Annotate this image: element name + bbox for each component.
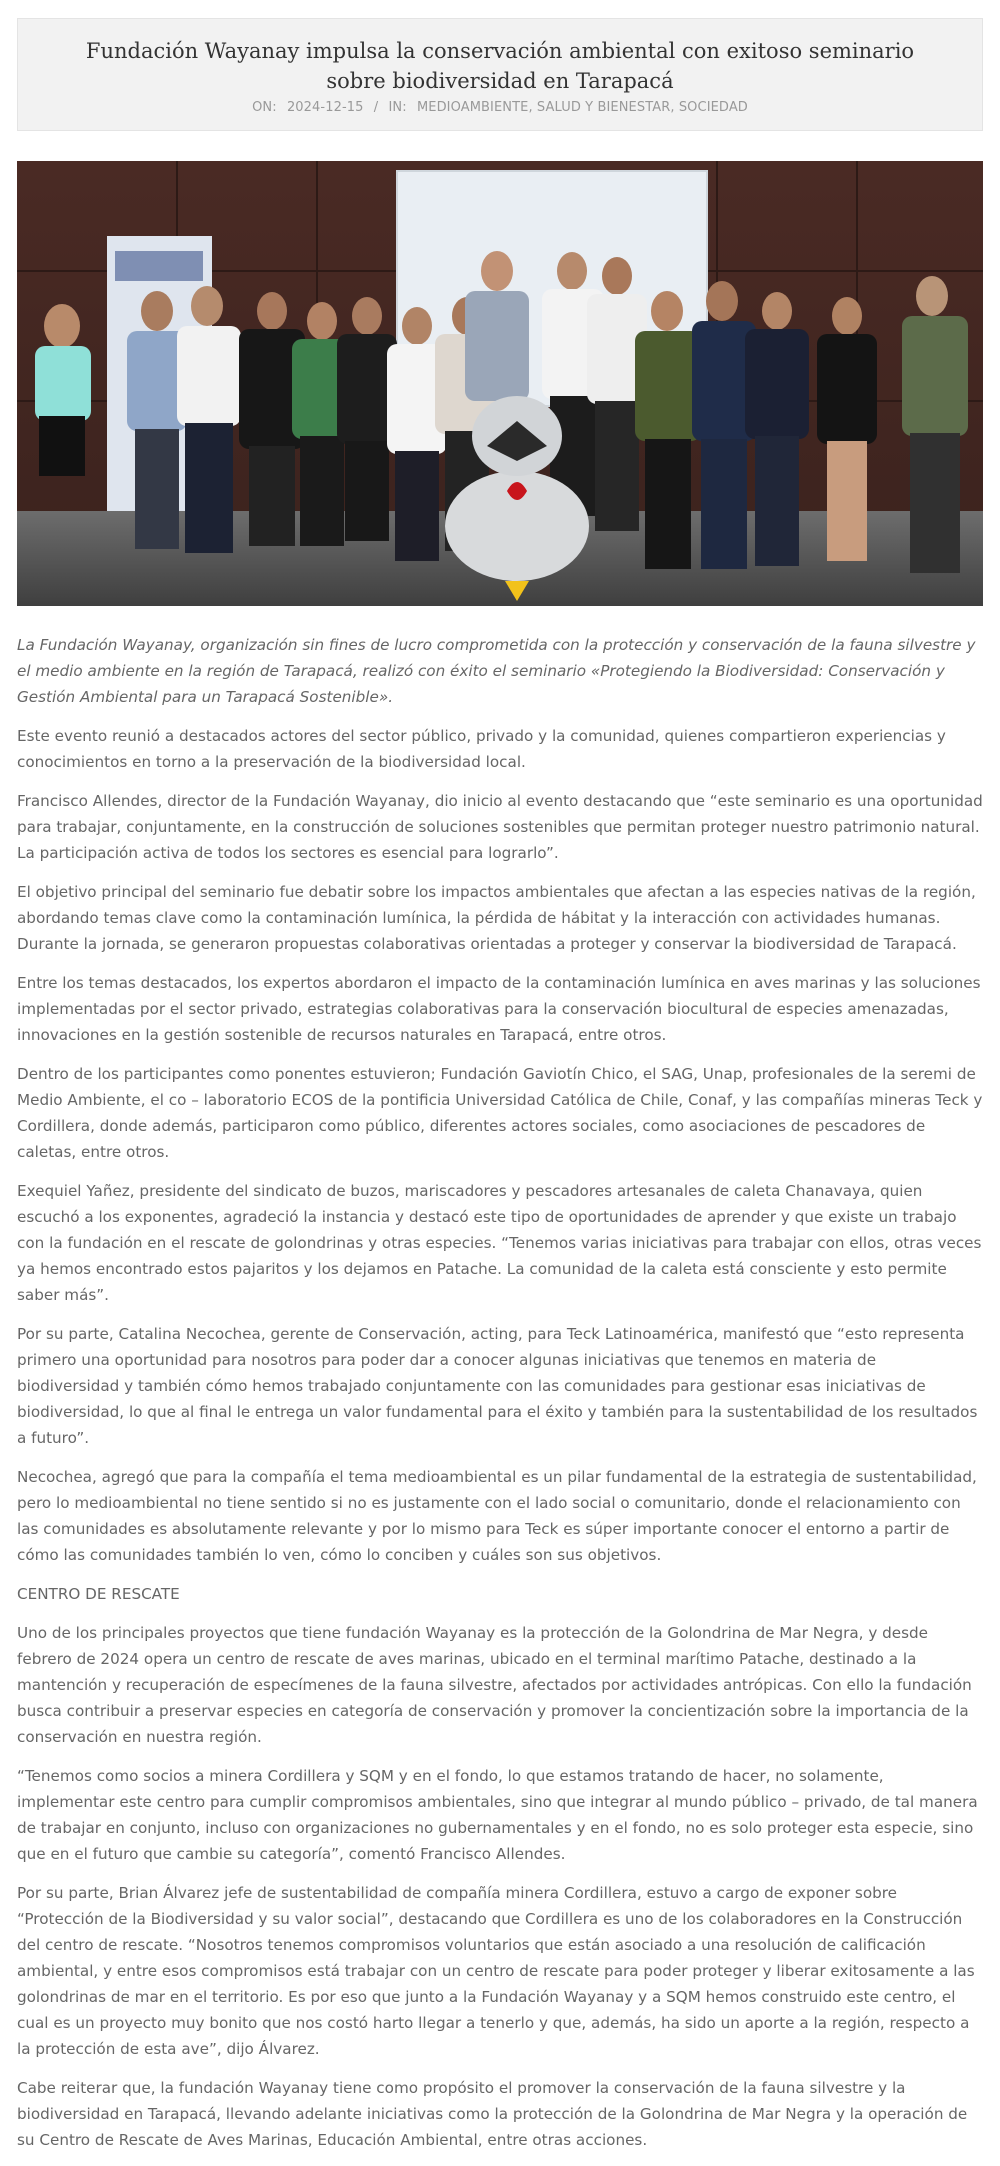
article-body	[17, 632, 983, 2166]
category-label: IN:	[388, 100, 407, 115]
paragraph: Por su parte, Brian Álvarez jefe de sustentabilidad de compañía minera Cordillera, estuvo a cargo de exponer sobre “Protección de la Biodiversidad y su valor social”, destacando que Cordillera es uno de los colaboradores en la Construcción del centro de rescate. “Nosotros tenemos compromisos voluntarios que están asociado a una resolución de calificación ambiental, y entre esos compromisos está trabajar con un centro de rescate para poder proteger y liberar exitosamente a las golondrinas de mar en el territorio. Es por eso que junto a la Fundación Wayanay y a SQM hemos construido este centro, el cual es un proyecto muy bonito que nos costó harto llegar a tenerlo y que, además, ha sido un aporte a la región, respecto a la protección de esta ave”, dijo Álvarez.	[17, 1884, 975, 2058]
article-header	[17, 18, 983, 131]
paragraph: Exequiel Yañez, presidente del sindicato de buzos, mariscadores y pescadores artesanales de caleta Chanavaya, quien escuchó a los exponentes, agradeció la instancia y destacó este tipo de oportunidades de aprender y que existe un trabajo con la fundación en el rescate de golondrinas y otras especies. “Tenemos varias iniciativas para trabajar con ellos, otras veces ya hemos encontrado estos pajaritos y los dejamos en Patache. La comunidad de la caleta está consciente y esto permite saber más”.	[17, 1182, 982, 1304]
post-date: 2024-12-15	[286, 100, 364, 115]
paragraph: Cabe reiterar que, la fundación Wayanay tiene como propósito el promover la conservación de la fauna silvestre y la biodiversidad en Tarapacá, llevando adelante iniciativas como la protección de la Golondrina de Mar Negra y la operación de su Centro de Rescate de Aves Marinas, Educación Ambiental, entre otras acciones.	[17, 2079, 968, 2149]
paragraph: Por su parte, Catalina Necochea, gerente de Conservación, acting, para Teck Latinoamérica, manifestó que “esto representa primero una oportunidad para nosotros para poder dar a conocer algunas iniciativas que tenemos en materia de biodiversidad y también cómo hemos trabajado conjuntamente con las comunidades para gestionar esas iniciativas de biodiversidad, lo que al final le entrega un valor fundamental para el éxito y también para la sustentabilidad de los resultados a futuro”.	[17, 1325, 978, 1447]
section-heading: CENTRO DE RESCATE	[17, 1585, 180, 1603]
post-categories[interactable]: MEDIOAMBIENTE, SALUD Y BIENESTAR, SOCIEDAD	[416, 100, 748, 115]
group-photo	[17, 161, 983, 606]
date-label: ON:	[252, 100, 277, 115]
article-lead: La Fundación Wayanay, organización sin fines de lucro comprometida con la protección y conservación de la fauna silvestre y el medio ambiente en la región de Tarapacá, realizó con éxito el seminario «Protegiendo la Biodiversidad: Conservación y Gestión Ambiental para un Tarapacá Sostenible».	[17, 636, 976, 706]
paragraph: Uno de los principales proyectos que tiene fundación Wayanay es la protección de la Golondrina de Mar Negra, y desde febrero de 2024 opera un centro de rescate de aves marinas, ubicado en el terminal marítimo Patache, destinado a la mantención y recuperación de especímenes de la fauna silvestre, afectados por actividades antrópicas. Con ello la fundación busca contribuir a preservar especies en categoría de conservación y promover la concientización sobre la importancia de la conservación en nuestra región.	[17, 1624, 972, 1746]
paragraph: Entre los temas destacados, los expertos abordaron el impacto de la contaminación lumínica en aves marinas y las soluciones implementadas por el sector privado, estrategias colaborativas para la conservación biocultural de especies amenazadas, innovaciones en la gestión sostenible de recursos naturales en Tarapacá, entre otros.	[17, 974, 981, 1044]
post-meta	[18, 100, 982, 115]
paragraph: “Tenemos como socios a minera Cordillera y SQM y en el fondo, lo que estamos tratando de hacer, no solamente, implementar este centro para cumplir compromisos ambientales, sino que integrar al mundo público – privado, de tal manera de trabajar en conjunto, incluso con organizaciones no gubernamentales y en el fondo, no es solo proteger esta especie, sino que en el futuro que cambie su categoría”, comentó Francisco Allendes.	[17, 1767, 978, 1863]
paragraph: Necochea, agregó que para la compañía el tema medioambiental es un pilar fundamental de la estrategia de sustentabilidad, pero lo medioambiental no tiene sentido si no es justamente con el lado social o comunitario, donde el relacionamiento con las comunidades es absolutamente relevante y por lo mismo para Teck es súper importante conocer el entorno a partir de cómo las comunidades también lo ven, cómo lo conciben y cuáles son sus objetivos.	[17, 1468, 977, 1564]
paragraph: Este evento reunió a destacados actores del sector público, privado y la comunidad, quienes compartieron experiencias y conocimientos en torno a la preservación de la biodiversidad local.	[17, 727, 946, 771]
article-title: Fundación Wayanay impulsa la conservación ambiental con exitoso seminario sobre biodiversidad en Tarapacá	[85, 39, 915, 93]
paragraph: Dentro de los participantes como ponentes estuvieron; Fundación Gaviotín Chico, el SAG, Unap, profesionales de la seremi de Medio Ambiente, el co – laboratorio ECOS de la pontificia Universidad Católica de Chile, Conaf, y las compañías mineras Teck y Cordillera, donde además, participaron como público, diferentes actores sociales, como asociaciones de pescadores de caletas, entre otros.	[17, 1065, 983, 1161]
meta-separator: /	[373, 100, 379, 115]
paragraph: Francisco Allendes, director de la Fundación Wayanay, dio inicio al evento destacando que “este seminario es una oportunidad para trabajar, conjuntamente, en la construcción de soluciones sostenibles que permitan proteger nuestro patrimonio natural. La participación activa de todos los sectores es esencial para lograrlo”.	[17, 792, 983, 862]
paragraph: El objetivo principal del seminario fue debatir sobre los impactos ambientales que afectan a las especies nativas de la región, abordando temas clave como la contaminación lumínica, la pérdida de hábitat y la interacción con actividades humanas. Durante la jornada, se generaron propuestas colaborativas orientadas a proteger y conservar la biodiversidad de Tarapacá.	[17, 883, 976, 953]
